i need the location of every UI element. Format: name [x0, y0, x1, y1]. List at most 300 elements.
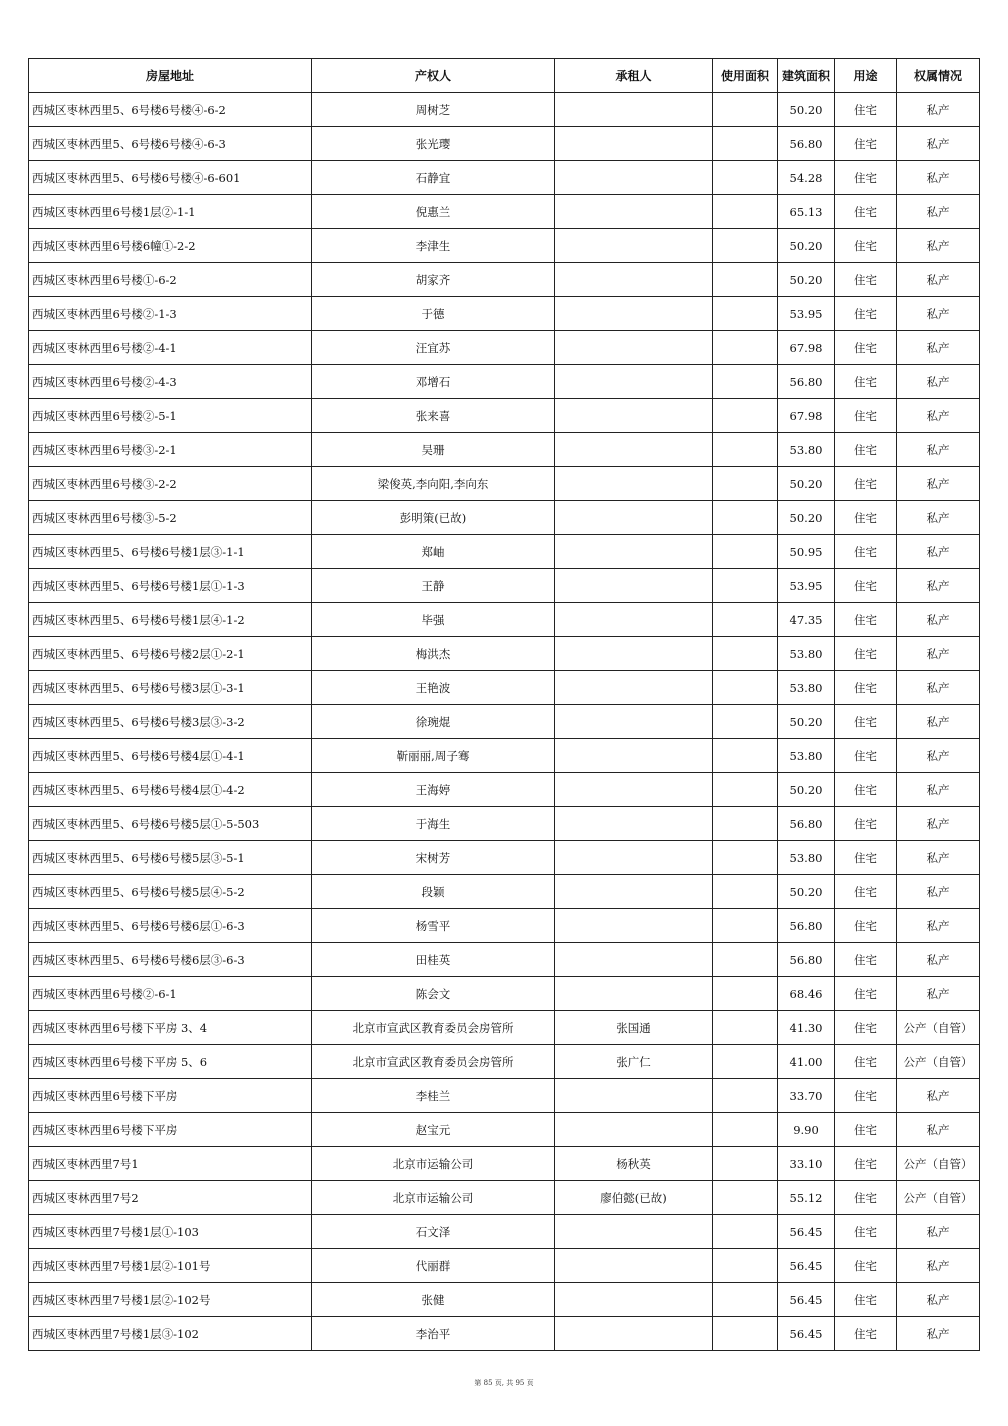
address-cell: 西城区枣林西里6号楼6幢①-2-2 [29, 229, 312, 263]
building-area-cell: 55.12 [778, 1181, 835, 1215]
usage-cell: 住宅 [835, 1147, 897, 1181]
address-cell: 西城区枣林西里7号楼1层③-102 [29, 1317, 312, 1351]
usable-area-cell [713, 1045, 778, 1079]
address-cell: 西城区枣林西里6号楼②-4-3 [29, 365, 312, 399]
owner-cell: 梁俊英,李向阳,李向东 [312, 467, 555, 501]
usable-area-cell [713, 875, 778, 909]
address-cell: 西城区枣林西里5、6号楼6号楼1层④-1-2 [29, 603, 312, 637]
building-area-cell: 50.20 [778, 501, 835, 535]
building-area-cell: 68.46 [778, 977, 835, 1011]
owner-cell: 邓增石 [312, 365, 555, 399]
owner-cell: 毕强 [312, 603, 555, 637]
usable-area-cell [713, 603, 778, 637]
usable-area-cell [713, 127, 778, 161]
address-cell: 西城区枣林西里6号楼下平房 [29, 1113, 312, 1147]
header-address: 房屋地址 [29, 59, 312, 93]
tenant-cell [555, 1317, 713, 1351]
ownership-cell: 私产 [897, 841, 980, 875]
tenant-cell [555, 467, 713, 501]
table-row [29, 739, 980, 773]
usage-cell: 住宅 [835, 365, 897, 399]
usage-cell: 住宅 [835, 93, 897, 127]
usable-area-cell [713, 297, 778, 331]
owner-cell: 于德 [312, 297, 555, 331]
table-row [29, 1113, 980, 1147]
address-cell: 西城区枣林西里6号楼③-2-1 [29, 433, 312, 467]
property-table [28, 58, 980, 1351]
ownership-cell: 公产（自管） [897, 1011, 980, 1045]
tenant-cell [555, 195, 713, 229]
building-area-cell: 50.20 [778, 93, 835, 127]
building-area-cell: 53.95 [778, 297, 835, 331]
owner-cell: 徐琬焜 [312, 705, 555, 739]
ownership-cell: 私产 [897, 1079, 980, 1113]
usage-cell: 住宅 [835, 433, 897, 467]
address-cell: 西城区枣林西里5、6号楼6号楼④-6-3 [29, 127, 312, 161]
owner-cell: 张光璎 [312, 127, 555, 161]
tenant-cell: 廖伯懿(已故) [555, 1181, 713, 1215]
table-row [29, 1181, 980, 1215]
building-area-cell: 50.20 [778, 773, 835, 807]
tenant-cell [555, 501, 713, 535]
owner-cell: 杨雪平 [312, 909, 555, 943]
ownership-cell: 私产 [897, 535, 980, 569]
tenant-cell [555, 1215, 713, 1249]
ownership-cell: 私产 [897, 161, 980, 195]
usable-area-cell [713, 161, 778, 195]
address-cell: 西城区枣林西里7号2 [29, 1181, 312, 1215]
address-cell: 西城区枣林西里5、6号楼6号楼4层①-4-2 [29, 773, 312, 807]
table-row [29, 1283, 980, 1317]
usage-cell: 住宅 [835, 1079, 897, 1113]
usable-area-cell [713, 93, 778, 127]
table-row [29, 195, 980, 229]
ownership-cell: 公产（自管） [897, 1147, 980, 1181]
usage-cell: 住宅 [835, 229, 897, 263]
owner-cell: 石文泽 [312, 1215, 555, 1249]
usable-area-cell [713, 637, 778, 671]
usage-cell: 住宅 [835, 841, 897, 875]
usable-area-cell [713, 1011, 778, 1045]
usage-cell: 住宅 [835, 909, 897, 943]
owner-cell: 梅洪杰 [312, 637, 555, 671]
usable-area-cell [713, 1215, 778, 1249]
tenant-cell: 张广仁 [555, 1045, 713, 1079]
building-area-cell: 67.98 [778, 331, 835, 365]
building-area-cell: 56.45 [778, 1317, 835, 1351]
usage-cell: 住宅 [835, 1113, 897, 1147]
usage-cell: 住宅 [835, 297, 897, 331]
usage-cell: 住宅 [835, 977, 897, 1011]
ownership-cell: 私产 [897, 1283, 980, 1317]
table-row [29, 807, 980, 841]
usable-area-cell [713, 229, 778, 263]
building-area-cell: 50.20 [778, 705, 835, 739]
building-area-cell: 53.80 [778, 637, 835, 671]
table-row [29, 1045, 980, 1079]
owner-cell: 胡家齐 [312, 263, 555, 297]
building-area-cell: 47.35 [778, 603, 835, 637]
table-row [29, 365, 980, 399]
usage-cell: 住宅 [835, 331, 897, 365]
header-owner: 产权人 [312, 59, 555, 93]
address-cell: 西城区枣林西里6号楼①-6-2 [29, 263, 312, 297]
ownership-cell: 私产 [897, 365, 980, 399]
address-cell: 西城区枣林西里5、6号楼6号楼5层①-5-503 [29, 807, 312, 841]
building-area-cell: 65.13 [778, 195, 835, 229]
address-cell: 西城区枣林西里6号楼②-5-1 [29, 399, 312, 433]
usage-cell: 住宅 [835, 1181, 897, 1215]
owner-cell: 段颖 [312, 875, 555, 909]
address-cell: 西城区枣林西里5、6号楼6号楼1层③-1-1 [29, 535, 312, 569]
building-area-cell: 56.80 [778, 807, 835, 841]
owner-cell: 代丽群 [312, 1249, 555, 1283]
usable-area-cell [713, 331, 778, 365]
building-area-cell: 53.80 [778, 739, 835, 773]
tenant-cell [555, 535, 713, 569]
tenant-cell [555, 263, 713, 297]
owner-cell: 北京市运输公司 [312, 1147, 555, 1181]
owner-cell: 石静宜 [312, 161, 555, 195]
tenant-cell [555, 603, 713, 637]
table-row [29, 977, 980, 1011]
owner-cell: 王艳波 [312, 671, 555, 705]
table-body [29, 93, 980, 1351]
table-row [29, 535, 980, 569]
building-area-cell: 50.20 [778, 263, 835, 297]
usage-cell: 住宅 [835, 739, 897, 773]
address-cell: 西城区枣林西里6号楼②-6-1 [29, 977, 312, 1011]
usable-area-cell [713, 467, 778, 501]
table-row [29, 773, 980, 807]
address-cell: 西城区枣林西里7号楼1层①-103 [29, 1215, 312, 1249]
table-row [29, 127, 980, 161]
building-area-cell: 9.90 [778, 1113, 835, 1147]
address-cell: 西城区枣林西里5、6号楼6号楼3层①-3-1 [29, 671, 312, 705]
owner-cell: 陈会文 [312, 977, 555, 1011]
header-building-area: 建筑面积 [778, 59, 835, 93]
usable-area-cell [713, 263, 778, 297]
tenant-cell [555, 229, 713, 263]
usage-cell: 住宅 [835, 535, 897, 569]
usage-cell: 住宅 [835, 1215, 897, 1249]
usable-area-cell [713, 501, 778, 535]
tenant-cell [555, 875, 713, 909]
address-cell: 西城区枣林西里5、6号楼6号楼④-6-2 [29, 93, 312, 127]
building-area-cell: 56.80 [778, 909, 835, 943]
owner-cell: 于海生 [312, 807, 555, 841]
table-row [29, 229, 980, 263]
usable-area-cell [713, 1317, 778, 1351]
address-cell: 西城区枣林西里6号楼1层②-1-1 [29, 195, 312, 229]
table-row [29, 1317, 980, 1351]
address-cell: 西城区枣林西里6号楼②-1-3 [29, 297, 312, 331]
usage-cell: 住宅 [835, 637, 897, 671]
table-row [29, 943, 980, 977]
usable-area-cell [713, 1147, 778, 1181]
ownership-cell: 私产 [897, 263, 980, 297]
table-row [29, 1249, 980, 1283]
tenant-cell [555, 807, 713, 841]
table-row [29, 433, 980, 467]
owner-cell: 王静 [312, 569, 555, 603]
table-row [29, 1079, 980, 1113]
usable-area-cell [713, 399, 778, 433]
address-cell: 西城区枣林西里5、6号楼6号楼6层①-6-3 [29, 909, 312, 943]
table-row [29, 909, 980, 943]
usable-area-cell [713, 195, 778, 229]
usable-area-cell [713, 739, 778, 773]
address-cell: 西城区枣林西里5、6号楼6号楼5层③-5-1 [29, 841, 312, 875]
ownership-cell: 私产 [897, 569, 980, 603]
owner-cell: 张健 [312, 1283, 555, 1317]
owner-cell: 田桂英 [312, 943, 555, 977]
usable-area-cell [713, 909, 778, 943]
building-area-cell: 50.95 [778, 535, 835, 569]
table-row [29, 297, 980, 331]
usage-cell: 住宅 [835, 807, 897, 841]
owner-cell: 赵宝元 [312, 1113, 555, 1147]
tenant-cell [555, 127, 713, 161]
address-cell: 西城区枣林西里5、6号楼6号楼5层④-5-2 [29, 875, 312, 909]
owner-cell: 彭明策(已故) [312, 501, 555, 535]
ownership-cell: 私产 [897, 229, 980, 263]
usage-cell: 住宅 [835, 773, 897, 807]
tenant-cell [555, 1249, 713, 1283]
building-area-cell: 54.28 [778, 161, 835, 195]
usage-cell: 住宅 [835, 1011, 897, 1045]
ownership-cell: 私产 [897, 875, 980, 909]
address-cell: 西城区枣林西里6号楼下平房 3、4 [29, 1011, 312, 1045]
ownership-cell: 私产 [897, 1317, 980, 1351]
address-cell: 西城区枣林西里6号楼③-2-2 [29, 467, 312, 501]
ownership-cell: 公产（自管） [897, 1045, 980, 1079]
ownership-cell: 私产 [897, 977, 980, 1011]
building-area-cell: 53.80 [778, 841, 835, 875]
tenant-cell [555, 569, 713, 603]
building-area-cell: 56.45 [778, 1249, 835, 1283]
usage-cell: 住宅 [835, 501, 897, 535]
building-area-cell: 56.80 [778, 943, 835, 977]
owner-cell: 靳丽丽,周子骞 [312, 739, 555, 773]
table-row [29, 501, 980, 535]
usable-area-cell [713, 365, 778, 399]
building-area-cell: 33.10 [778, 1147, 835, 1181]
owner-cell: 宋树芳 [312, 841, 555, 875]
building-area-cell: 50.20 [778, 875, 835, 909]
tenant-cell [555, 331, 713, 365]
header-ownership-status: 权属情况 [897, 59, 980, 93]
usable-area-cell [713, 1079, 778, 1113]
owner-cell: 汪宜苏 [312, 331, 555, 365]
usage-cell: 住宅 [835, 195, 897, 229]
usage-cell: 住宅 [835, 943, 897, 977]
table-header-row [29, 59, 980, 93]
ownership-cell: 私产 [897, 739, 980, 773]
usable-area-cell [713, 433, 778, 467]
table-row [29, 671, 980, 705]
tenant-cell [555, 943, 713, 977]
usage-cell: 住宅 [835, 569, 897, 603]
table-row [29, 569, 980, 603]
tenant-cell [555, 365, 713, 399]
tenant-cell [555, 1283, 713, 1317]
ownership-cell: 私产 [897, 773, 980, 807]
table-row [29, 637, 980, 671]
header-usable-area: 使用面积 [713, 59, 778, 93]
usable-area-cell [713, 1181, 778, 1215]
address-cell: 西城区枣林西里6号楼②-4-1 [29, 331, 312, 365]
usable-area-cell [713, 943, 778, 977]
usage-cell: 住宅 [835, 467, 897, 501]
usable-area-cell [713, 977, 778, 1011]
header-tenant: 承租人 [555, 59, 713, 93]
ownership-cell: 私产 [897, 1215, 980, 1249]
usable-area-cell [713, 841, 778, 875]
owner-cell: 张来喜 [312, 399, 555, 433]
ownership-cell: 私产 [897, 637, 980, 671]
address-cell: 西城区枣林西里5、6号楼6号楼6层③-6-3 [29, 943, 312, 977]
usable-area-cell [713, 1249, 778, 1283]
table-row [29, 467, 980, 501]
ownership-cell: 私产 [897, 331, 980, 365]
tenant-cell [555, 637, 713, 671]
tenant-cell [555, 671, 713, 705]
address-cell: 西城区枣林西里5、6号楼6号楼1层①-1-3 [29, 569, 312, 603]
ownership-cell: 私产 [897, 501, 980, 535]
tenant-cell [555, 1079, 713, 1113]
tenant-cell [555, 161, 713, 195]
table-row [29, 841, 980, 875]
building-area-cell: 53.95 [778, 569, 835, 603]
address-cell: 西城区枣林西里7号楼1层②-102号 [29, 1283, 312, 1317]
address-cell: 西城区枣林西里6号楼③-5-2 [29, 501, 312, 535]
tenant-cell [555, 705, 713, 739]
building-area-cell: 56.80 [778, 365, 835, 399]
building-area-cell: 56.45 [778, 1215, 835, 1249]
tenant-cell: 张国通 [555, 1011, 713, 1045]
usage-cell: 住宅 [835, 399, 897, 433]
ownership-cell: 私产 [897, 603, 980, 637]
address-cell: 西城区枣林西里5、6号楼6号楼4层①-4-1 [29, 739, 312, 773]
usable-area-cell [713, 569, 778, 603]
ownership-cell: 私产 [897, 195, 980, 229]
usable-area-cell [713, 535, 778, 569]
usable-area-cell [713, 1283, 778, 1317]
ownership-cell: 私产 [897, 93, 980, 127]
building-area-cell: 33.70 [778, 1079, 835, 1113]
usage-cell: 住宅 [835, 1283, 897, 1317]
ownership-cell: 私产 [897, 1249, 980, 1283]
ownership-cell: 私产 [897, 705, 980, 739]
usage-cell: 住宅 [835, 263, 897, 297]
tenant-cell [555, 93, 713, 127]
building-area-cell: 41.30 [778, 1011, 835, 1045]
table-row [29, 1147, 980, 1181]
address-cell: 西城区枣林西里7号楼1层②-101号 [29, 1249, 312, 1283]
owner-cell: 周树芝 [312, 93, 555, 127]
usable-area-cell [713, 807, 778, 841]
address-cell: 西城区枣林西里5、6号楼6号楼3层③-3-2 [29, 705, 312, 739]
usage-cell: 住宅 [835, 671, 897, 705]
tenant-cell [555, 977, 713, 1011]
table-row [29, 1215, 980, 1249]
ownership-cell: 私产 [897, 1113, 980, 1147]
ownership-cell: 私产 [897, 943, 980, 977]
tenant-cell [555, 841, 713, 875]
owner-cell: 郑岫 [312, 535, 555, 569]
table-row [29, 875, 980, 909]
building-area-cell: 53.80 [778, 671, 835, 705]
ownership-cell: 私产 [897, 671, 980, 705]
owner-cell: 李津生 [312, 229, 555, 263]
usable-area-cell [713, 705, 778, 739]
ownership-cell: 私产 [897, 127, 980, 161]
ownership-cell: 私产 [897, 807, 980, 841]
tenant-cell [555, 297, 713, 331]
tenant-cell: 杨秋英 [555, 1147, 713, 1181]
ownership-cell: 私产 [897, 467, 980, 501]
tenant-cell [555, 773, 713, 807]
table-row [29, 603, 980, 637]
address-cell: 西城区枣林西里5、6号楼6号楼2层①-2-1 [29, 637, 312, 671]
address-cell: 西城区枣林西里6号楼下平房 [29, 1079, 312, 1113]
table-row [29, 263, 980, 297]
tenant-cell [555, 399, 713, 433]
page-footer: 第 85 页, 共 95 页 [474, 1379, 534, 1387]
tenant-cell [555, 909, 713, 943]
owner-cell: 北京市宣武区教育委员会房管所 [312, 1045, 555, 1079]
usage-cell: 住宅 [835, 603, 897, 637]
usage-cell: 住宅 [835, 1045, 897, 1079]
table-row [29, 399, 980, 433]
header-usage: 用途 [835, 59, 897, 93]
building-area-cell: 50.20 [778, 467, 835, 501]
building-area-cell: 67.98 [778, 399, 835, 433]
owner-cell: 吴珊 [312, 433, 555, 467]
usable-area-cell [713, 1113, 778, 1147]
table-row [29, 161, 980, 195]
usage-cell: 住宅 [835, 161, 897, 195]
tenant-cell [555, 739, 713, 773]
usage-cell: 住宅 [835, 875, 897, 909]
ownership-cell: 公产（自管） [897, 1181, 980, 1215]
owner-cell: 北京市运输公司 [312, 1181, 555, 1215]
building-area-cell: 56.45 [778, 1283, 835, 1317]
table-row [29, 331, 980, 365]
table-row [29, 93, 980, 127]
usage-cell: 住宅 [835, 1249, 897, 1283]
usage-cell: 住宅 [835, 1317, 897, 1351]
ownership-cell: 私产 [897, 399, 980, 433]
usage-cell: 住宅 [835, 705, 897, 739]
ownership-cell: 私产 [897, 433, 980, 467]
building-area-cell: 56.80 [778, 127, 835, 161]
address-cell: 西城区枣林西里7号1 [29, 1147, 312, 1181]
building-area-cell: 53.80 [778, 433, 835, 467]
address-cell: 西城区枣林西里6号楼下平房 5、6 [29, 1045, 312, 1079]
building-area-cell: 41.00 [778, 1045, 835, 1079]
owner-cell: 李桂兰 [312, 1079, 555, 1113]
tenant-cell [555, 433, 713, 467]
address-cell: 西城区枣林西里5、6号楼6号楼④-6-601 [29, 161, 312, 195]
owner-cell: 北京市宣武区教育委员会房管所 [312, 1011, 555, 1045]
ownership-cell: 私产 [897, 297, 980, 331]
usable-area-cell [713, 773, 778, 807]
usage-cell: 住宅 [835, 127, 897, 161]
table-row [29, 705, 980, 739]
owner-cell: 王海婷 [312, 773, 555, 807]
